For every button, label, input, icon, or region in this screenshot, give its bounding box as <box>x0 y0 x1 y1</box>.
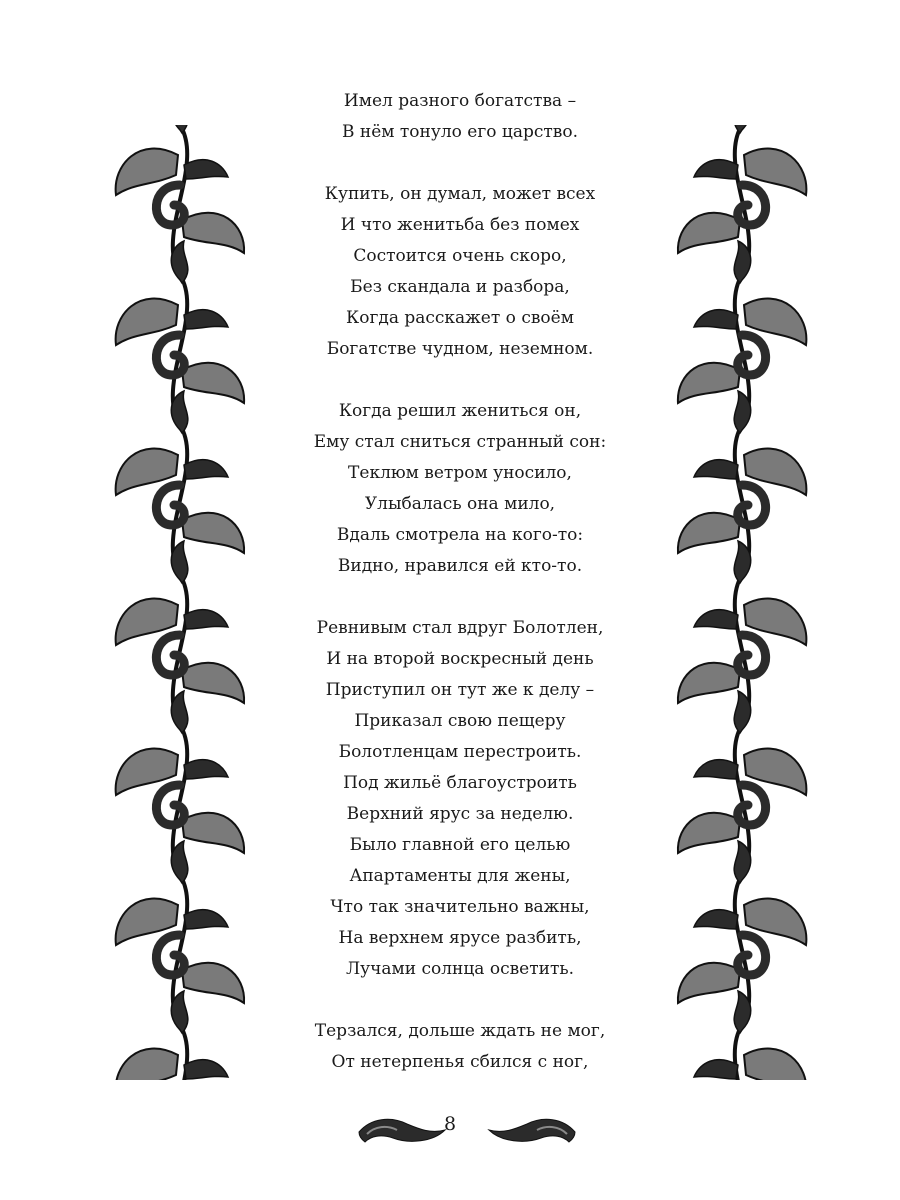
poem-line: Болотленцам перестроить. <box>338 742 582 762</box>
page-number: 8 <box>443 1113 457 1135</box>
vine-leaf-cluster <box>678 691 806 853</box>
vine-leaf-cluster <box>116 691 244 853</box>
vine-leaf-cluster <box>678 841 806 1003</box>
poem-line: Улыбалась она мило, <box>364 494 556 514</box>
poem-line: Видно, нравился ей кто-то. <box>337 556 583 576</box>
poem-line: Без скандала и разбора, <box>350 277 570 297</box>
poem-line: Терзался, дольше ждать не мог, <box>314 1021 606 1041</box>
poem-line: Состоится очень скоро, <box>353 246 567 266</box>
poem-line: Приказал свою пещеру <box>354 711 566 731</box>
poem-line: Купить, он думал, может всех <box>324 184 596 204</box>
vine-leaf-cluster <box>678 241 806 403</box>
poem-line: Имел разного богатства – <box>343 91 577 111</box>
poem-line: Под жильё благоустроить <box>343 773 577 793</box>
poem-line: Богатстве чудном, неземном. <box>326 339 594 359</box>
stanza <box>250 1016 670 1078</box>
poem-line: И на второй воскресный день <box>326 649 594 669</box>
vine-leaf-cluster <box>678 991 806 1080</box>
page-footer <box>0 1108 900 1148</box>
vine-leaf-cluster <box>678 391 806 553</box>
stanza <box>250 86 670 148</box>
poem-line: Когда решил жениться он, <box>338 401 582 421</box>
poem-line: И что женитьба без помех <box>340 215 580 235</box>
poem-line: Вдаль смотрела на кого-то: <box>336 525 584 545</box>
poem-line: Что так значительно важны, <box>330 897 590 917</box>
right-flourish-ornament <box>487 1112 577 1146</box>
vine-leaf-cluster <box>678 541 806 703</box>
vine-leaf-cluster <box>116 391 244 553</box>
poem-line: Апартаменты для жены, <box>349 866 571 886</box>
vine-leaf-cluster <box>116 541 244 703</box>
poem-line: Ревнивым стал вдруг Болотлен, <box>316 618 604 638</box>
poem-line: В нём тонуло его царство. <box>341 122 579 142</box>
vine-leaf-cluster <box>116 241 244 403</box>
left-floral-vine-ornament <box>110 125 250 1080</box>
poem-line: На верхнем ярусе разбить, <box>338 928 582 948</box>
poem-line: Было главной его целью <box>349 835 571 855</box>
poem-line: Когда расскажет о своём <box>346 308 574 328</box>
poem-line: Теклюм ветром уносило, <box>348 463 572 483</box>
poem-line: Ему стал сниться странный сон: <box>313 432 607 452</box>
stanza <box>250 396 670 582</box>
poem-line: Верхний ярус за неделю. <box>346 804 574 824</box>
poem-line: Приступил он тут же к делу – <box>325 680 595 700</box>
vine-leaf-cluster <box>116 125 244 253</box>
vine-leaf-cluster <box>116 991 244 1080</box>
stanza <box>250 613 670 985</box>
stanza <box>250 179 670 365</box>
poem-text <box>250 86 670 1078</box>
vine-leaf-cluster <box>678 125 806 253</box>
poem-line: От нетерпенья сбился с ног, <box>331 1052 589 1072</box>
vine-leaf-cluster <box>116 841 244 1003</box>
right-floral-vine-ornament <box>672 125 812 1080</box>
poem-line: Лучами солнца осветить. <box>345 959 575 979</box>
